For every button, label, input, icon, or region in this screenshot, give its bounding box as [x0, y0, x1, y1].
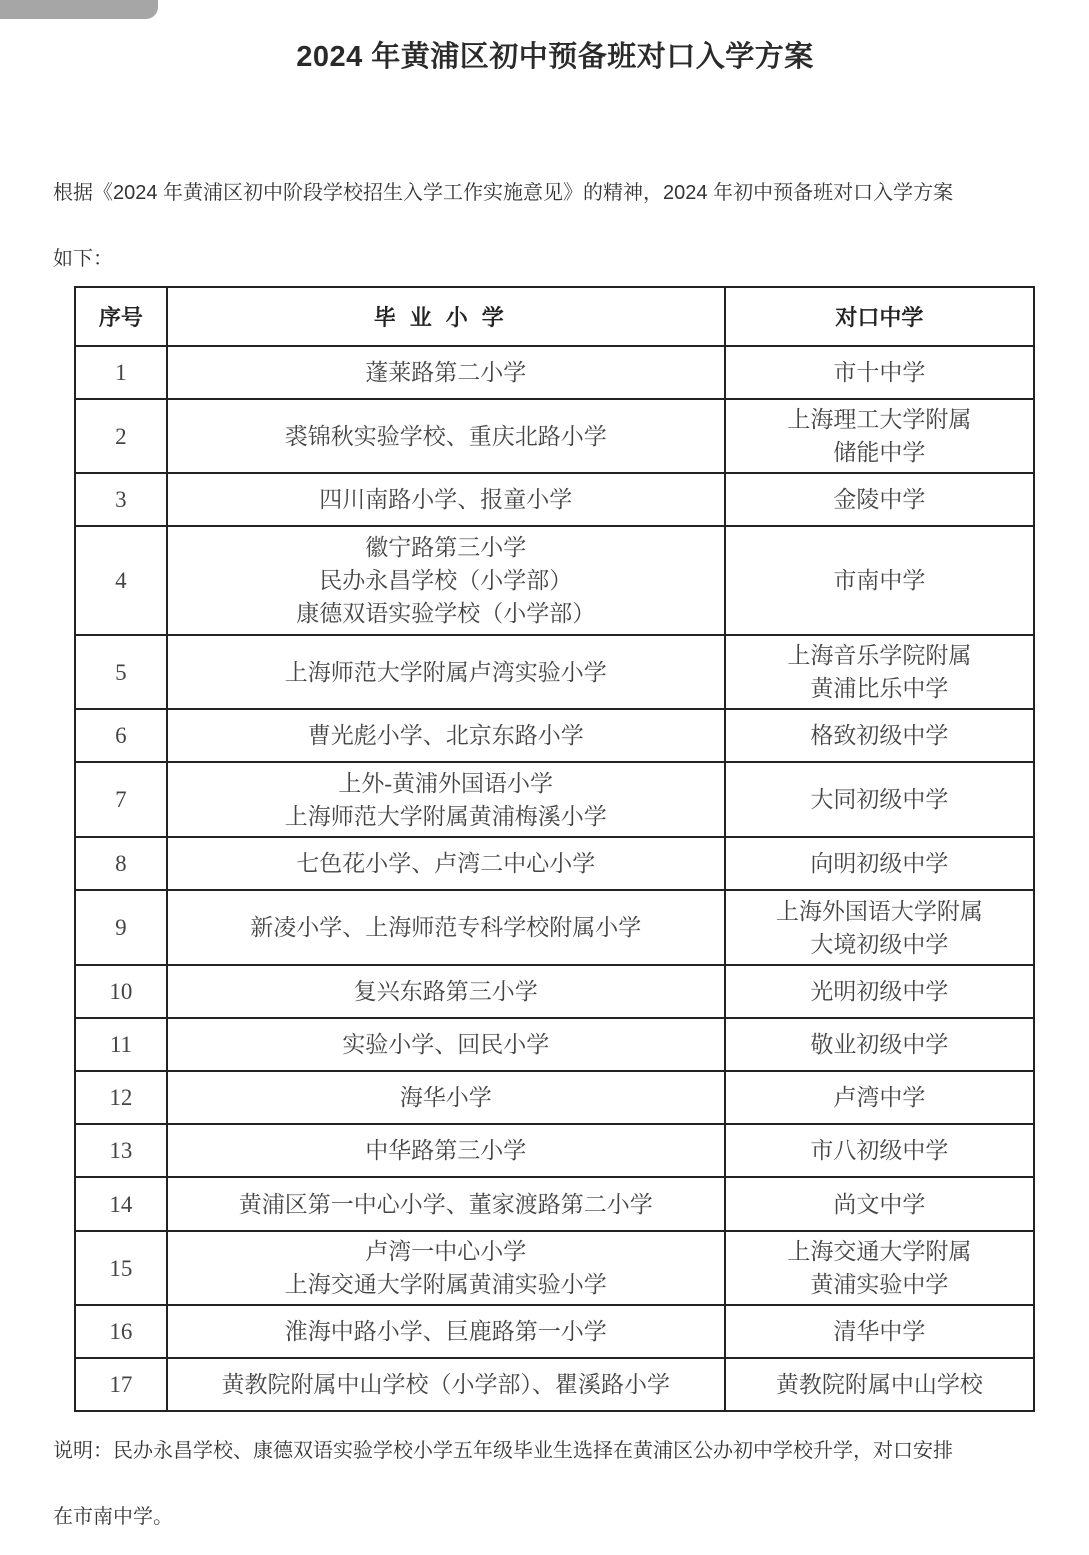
middle-school-cell [725, 1124, 1034, 1177]
primary-school-name: 裘锦秋实验学校、重庆北路小学 [284, 423, 607, 449]
middle-school-name: 上海音乐学院附属 [787, 643, 972, 668]
middle-school-cell [725, 1358, 1034, 1411]
primary-school-name: 卢湾一中心小学 [365, 1239, 527, 1264]
middle-school-name: 光明初级中学 [810, 979, 949, 1004]
page-title: 2024 年黄浦区初中预备班对口入学方案 [296, 41, 814, 73]
middle-school-name: 储能中学 [833, 440, 926, 465]
middle-school-name: 黄浦实验中学 [810, 1272, 949, 1297]
middle-school-name: 清华中学 [833, 1319, 926, 1344]
middle-school-name: 向明初级中学 [810, 851, 949, 876]
middle-school-name: 敬业初级中学 [810, 1032, 949, 1057]
table-row [75, 346, 1034, 399]
primary-school-cell [167, 399, 725, 473]
row-number: 4 [75, 526, 167, 635]
primary-school-name: 七色花小学、卢湾二中心小学 [296, 851, 596, 876]
primary-school-name: 蓬莱路第二小学 [365, 360, 527, 385]
row-number: 14 [75, 1177, 167, 1231]
intro-text-line-1: 根据《2024 年黄浦区初中阶段学校招生入学工作实施意见》的精神，2024 年初中预备班对口入学方案 [53, 182, 954, 204]
middle-school-cell [725, 635, 1034, 709]
middle-school-cell [725, 762, 1034, 837]
table-body [75, 346, 1034, 1411]
primary-school-name: 海华小学 [399, 1085, 492, 1110]
primary-school-cell [167, 1177, 725, 1231]
header-middle-school: 对口中学 [725, 287, 1034, 346]
table-row [75, 1305, 1034, 1358]
middle-school-cell [725, 473, 1034, 526]
primary-school-cell [167, 709, 725, 762]
primary-school-cell [167, 1018, 725, 1071]
primary-school-cell [167, 1305, 725, 1358]
middle-school-cell [725, 1177, 1034, 1231]
middle-school-cell [725, 1231, 1034, 1305]
row-number: 5 [75, 635, 167, 709]
table-row [75, 890, 1034, 965]
primary-school-cell [167, 837, 725, 890]
table-row [75, 1124, 1034, 1177]
table-row [75, 1177, 1034, 1231]
primary-school-name: 四川南路小学、报童小学 [319, 487, 573, 512]
primary-school-name: 上海师范大学附属黄浦梅溪小学 [284, 803, 607, 829]
primary-school-cell [167, 965, 725, 1018]
middle-school-name: 大境初级中学 [810, 931, 949, 957]
row-number: 13 [75, 1124, 167, 1177]
primary-school-name: 民办永昌学校（小学部） [319, 568, 573, 593]
table-row [75, 762, 1034, 837]
table-row [75, 1358, 1034, 1411]
middle-school-name: 上海交通大学附属 [787, 1239, 972, 1264]
header-primary-school: 毕业小学 [167, 287, 725, 346]
primary-school-cell [167, 1071, 725, 1124]
row-number: 8 [75, 837, 167, 890]
middle-school-cell [725, 526, 1034, 635]
primary-school-name: 实验小学、回民小学 [342, 1032, 550, 1057]
table-header-row [75, 287, 1034, 346]
middle-school-name: 市南中学 [833, 568, 926, 593]
row-number: 11 [75, 1018, 167, 1071]
middle-school-cell [725, 1305, 1034, 1358]
middle-school-cell [725, 399, 1034, 473]
row-number: 6 [75, 709, 167, 762]
primary-school-name: 新凌小学、上海师范专科学校附属小学 [250, 915, 642, 940]
table-row [75, 473, 1034, 526]
table-row [75, 399, 1034, 473]
primary-school-name: 曹光彪小学、北京东路小学 [307, 723, 584, 748]
middle-school-cell [725, 1071, 1034, 1124]
row-number: 1 [75, 346, 167, 399]
primary-school-name: 中华路第三小学 [365, 1138, 527, 1163]
table-row [75, 1071, 1034, 1124]
middle-school-cell [725, 1018, 1034, 1071]
enrollment-table [74, 286, 1035, 1412]
middle-school-name: 格致初级中学 [810, 723, 949, 748]
primary-school-name: 黄浦区第一中心小学、董家渡路第二小学 [238, 1191, 653, 1217]
primary-school-cell [167, 890, 725, 965]
primary-school-name: 淮海中路小学、巨鹿路第一小学 [284, 1319, 607, 1344]
middle-school-cell [725, 890, 1034, 965]
middle-school-name: 尚文中学 [833, 1191, 926, 1217]
middle-school-name: 卢湾中学 [833, 1085, 926, 1110]
note-text-line-2: 在市南中学。 [53, 1506, 173, 1528]
primary-school-name: 上海交通大学附属黄浦实验小学 [284, 1272, 607, 1297]
row-number: 15 [75, 1231, 167, 1305]
primary-school-cell [167, 473, 725, 526]
middle-school-name: 市十中学 [833, 360, 926, 385]
table-row [75, 635, 1034, 709]
primary-school-name: 徽宁路第三小学 [365, 535, 527, 560]
row-number: 9 [75, 890, 167, 965]
middle-school-cell [725, 346, 1034, 399]
middle-school-cell [725, 709, 1034, 762]
top-gray-tab [0, 0, 158, 19]
table-row [75, 965, 1034, 1018]
primary-school-cell [167, 635, 725, 709]
middle-school-name: 上海理工大学附属 [787, 407, 972, 432]
primary-school-name: 上海师范大学附属卢湾实验小学 [284, 659, 607, 685]
middle-school-name: 金陵中学 [833, 487, 926, 512]
table-row [75, 837, 1034, 890]
middle-school-name: 黄浦比乐中学 [810, 676, 949, 701]
middle-school-name: 上海外国语大学附属 [775, 898, 983, 924]
primary-school-name: 黄教院附属中山学校（小学部）、瞿溪路小学 [221, 1372, 670, 1397]
row-number: 7 [75, 762, 167, 837]
row-number: 3 [75, 473, 167, 526]
row-number: 12 [75, 1071, 167, 1124]
middle-school-name: 市八初级中学 [810, 1138, 949, 1163]
row-number: 16 [75, 1305, 167, 1358]
primary-school-cell [167, 1124, 725, 1177]
table-row [75, 1018, 1034, 1071]
primary-school-name: 康德双语实验学校（小学部） [296, 601, 596, 626]
primary-school-name: 上外-黄浦外国语小学 [338, 770, 554, 796]
middle-school-cell [725, 837, 1034, 890]
middle-school-name: 黄教院附属中山学校 [775, 1372, 983, 1397]
intro-text-line-2: 如下： [53, 248, 113, 270]
header-number: 序号 [75, 287, 167, 346]
table-row [75, 526, 1034, 635]
primary-school-cell [167, 346, 725, 399]
primary-school-cell [167, 1358, 725, 1411]
table-row [75, 709, 1034, 762]
middle-school-name: 大同初级中学 [810, 787, 949, 812]
note-text-line-1: 说明：民办永昌学校、康德双语实验学校小学五年级毕业生选择在黄浦区公办初中学校升学，对口安排 [53, 1440, 953, 1462]
primary-school-cell [167, 1231, 725, 1305]
row-number: 2 [75, 399, 167, 473]
primary-school-name: 复兴东路第三小学 [353, 979, 538, 1004]
table-row [75, 1231, 1034, 1305]
primary-school-cell [167, 762, 725, 837]
primary-school-cell [167, 526, 725, 635]
row-number: 17 [75, 1358, 167, 1411]
middle-school-cell [725, 965, 1034, 1018]
row-number: 10 [75, 965, 167, 1018]
